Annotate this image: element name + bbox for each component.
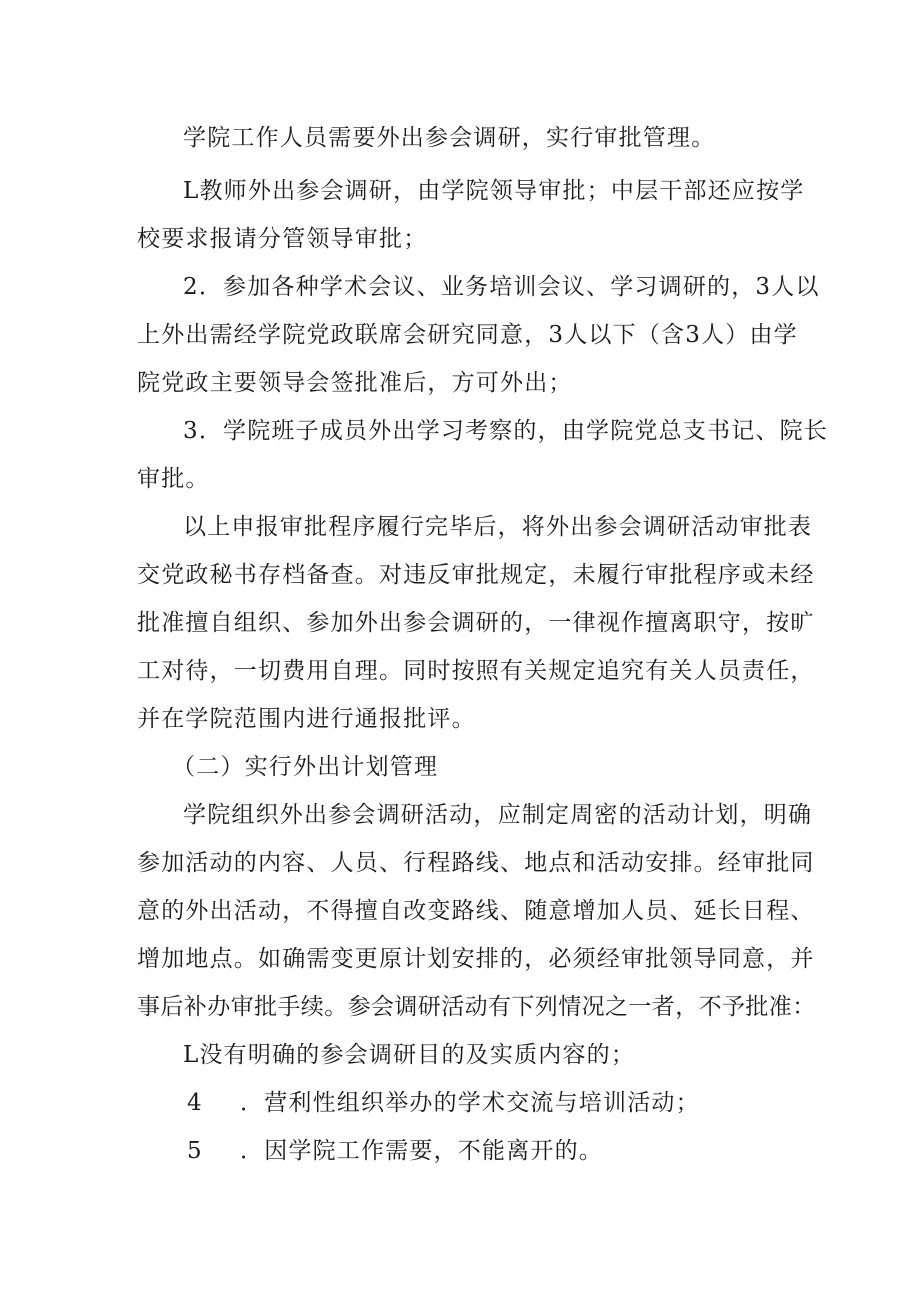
section-heading: （二）实行外出计划管理 bbox=[172, 754, 439, 780]
paragraph-line: 3．学院班子成员外出学习考察的，由学院党总支书记、院长 bbox=[183, 418, 829, 444]
list-number: 4 bbox=[187, 1090, 203, 1116]
paragraph-line: 上外出需经学院党政联席会研究同意，3人以下（含3人）由学 bbox=[137, 322, 798, 348]
paragraph-line: 批准擅自组织、参加外出参会调研的，一律视作擅离职守，按旷 bbox=[137, 610, 815, 636]
paragraph-line: L教师外出参会调研，由学院领导审批；中层干部还应按学 bbox=[183, 178, 805, 204]
list-item: ．因学院工作需要，不能离开的。 bbox=[240, 1138, 603, 1164]
paragraph-line: 以上申报审批程序履行完毕后，将外出参会调研活动审批表 bbox=[183, 514, 813, 540]
paragraph-line: 院党政主要领导会签批准后，方可外出； bbox=[137, 370, 573, 396]
paragraph-line: 事后补办审批手续。参会调研活动有下列情况之一者，不予批准： bbox=[137, 994, 816, 1020]
list-item: L没有明确的参会调研目的及实质内容的； bbox=[183, 1042, 636, 1068]
paragraph-line: 工对待，一切费用自理。同时按照有关规定追究有关人员责任， bbox=[137, 658, 815, 684]
list-item: ．营利性组织举办的学术交流与培训活动； bbox=[240, 1090, 700, 1116]
paragraph-line: 审批。 bbox=[137, 466, 210, 492]
paragraph-line: 2．参加各种学术会议、业务培训会议、学习调研的，3人以 bbox=[183, 274, 820, 300]
paragraph-line: 交党政秘书存档备查。对违反审批规定，未履行审批程序或未经 bbox=[137, 562, 815, 588]
paragraph-line: 校要求报请分管领导审批； bbox=[137, 226, 428, 252]
paragraph-line: 增加地点。如确需变更原计划安排的，必须经审批领导同意，并 bbox=[137, 946, 815, 972]
paragraph-line: 并在学院范围内进行通报批评。 bbox=[137, 706, 476, 732]
paragraph-line: 学院组织外出参会调研活动，应制定周密的活动计划，明确 bbox=[183, 802, 813, 828]
list-number: 5 bbox=[187, 1138, 203, 1164]
paragraph-line: 意的外出活动，不得擅自改变路线、随意增加人员、延长日程、 bbox=[137, 898, 815, 924]
paragraph-line: 学院工作人员需要外出参会调研，实行审批管理。 bbox=[183, 125, 716, 151]
paragraph-line: 参加活动的内容、人员、行程路线、地点和活动安排。经审批同 bbox=[137, 850, 815, 876]
